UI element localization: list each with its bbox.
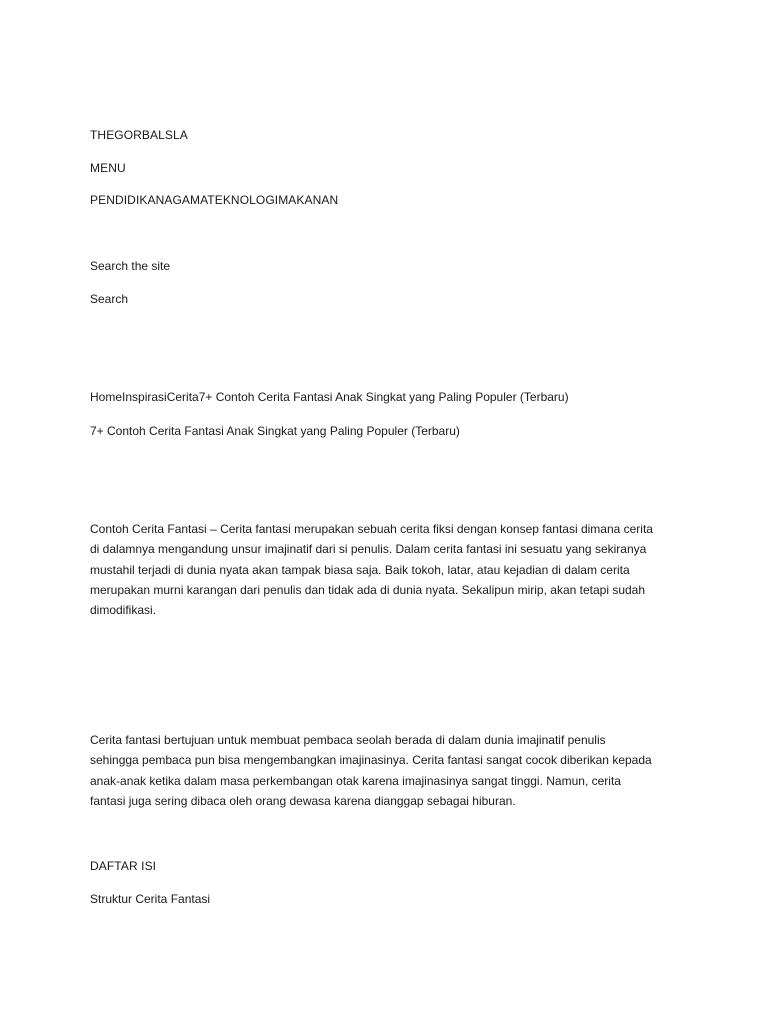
paragraph-line: merupakan murni karangan dari penulis dan tidak ada di dunia nyata. Sekalipun mirip, akan tetapi sudah bbox=[90, 582, 646, 597]
article-paragraph-2 bbox=[90, 730, 690, 811]
paragraph-line: Contoh Cerita Fantasi – Cerita fantasi merupakan sebuah cerita fiksi dengan konsep fantasi dimana cerita bbox=[90, 522, 653, 536]
toc-item[interactable]: Struktur Cerita Fantasi bbox=[90, 892, 211, 906]
paragraph-line: Cerita fantasi bertujuan untuk membuat pembaca seolah berada di dalam dunia imajinatif penulis bbox=[90, 733, 606, 747]
breadcrumb[interactable]: HomeInspirasiCerita7+ Contoh Cerita Fantasi Anak Singkat yang Paling Populer (Terbaru) bbox=[90, 390, 569, 404]
search-button[interactable]: Search bbox=[90, 292, 129, 306]
site-brand[interactable]: THEGORBALSLA bbox=[90, 128, 188, 142]
paragraph-line: sehingga pembaca pun bisa mengembangkan imajinasinya. Cerita fantasi sangat cocok diberikan kepada bbox=[90, 753, 652, 768]
search-input[interactable]: Search the site bbox=[90, 259, 171, 273]
paragraph-line: mustahil terjadi di dunia nyata akan tampak biasa saja. Baik tokoh, latar, atau kejadian di dalam cerita bbox=[90, 562, 630, 577]
paragraph-line: anak-anak ketika dalam masa perkembangan otak karena imajinasinya sangat tinggi. Namun, cerita bbox=[90, 773, 621, 788]
article-title: 7+ Contoh Cerita Fantasi Anak Singkat yang Paling Populer (Terbaru) bbox=[90, 424, 460, 438]
nav-categories[interactable]: PENDIDIKANAGAMATEKNOLOGIMAKANAN bbox=[90, 193, 339, 207]
menu-button[interactable]: MENU bbox=[90, 161, 126, 175]
paragraph-line: di dalamnya mengandung unsur imajinatif dari si penulis. Dalam cerita fantasi ini sesuatu yang sekiranya bbox=[90, 542, 647, 557]
paragraph-line: fantasi juga sering dibaca oleh orang dewasa karena dianggap sebagai hiburan. bbox=[90, 793, 516, 808]
paragraph-line: dimodifikasi. bbox=[90, 603, 157, 618]
article-paragraph-1 bbox=[90, 519, 690, 620]
toc-heading: DAFTAR ISI bbox=[90, 859, 157, 873]
